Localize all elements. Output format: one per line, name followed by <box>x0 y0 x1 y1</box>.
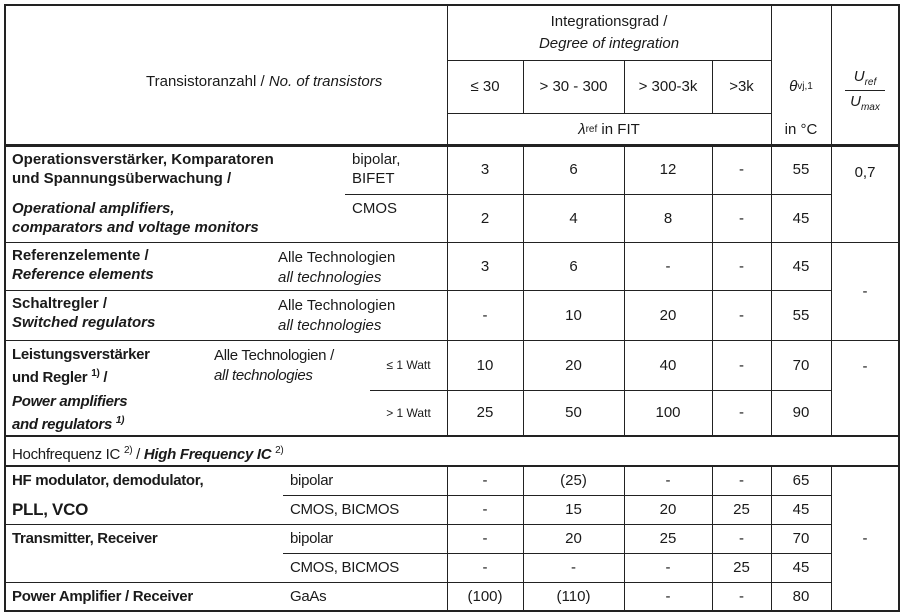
lambda-value-cell: (25) <box>560 471 587 489</box>
lambda-value-cell: - <box>482 501 488 518</box>
transistor-count-header <box>146 72 382 91</box>
theta-value-cell: 80 <box>792 588 810 605</box>
reference-label-de: Referenzelemente / <box>12 247 149 264</box>
reference-switched-u-ratio: - <box>862 282 868 300</box>
lambda-value-cell: - <box>482 471 488 489</box>
theta-value-cell: 45 <box>792 209 810 227</box>
lambda-value-cell: 3 <box>480 160 490 178</box>
opamp-tech-cmos: CMOS <box>352 200 397 217</box>
theta-value-cell: 45 <box>792 257 810 275</box>
col-header-2: > 30 - 300 <box>539 78 608 95</box>
hf-header-sep: / <box>132 446 144 463</box>
reference-tech-en: all technologies <box>278 269 382 286</box>
lambda-value-cell: 3 <box>480 257 490 275</box>
power-tech-de: Alle Technologien / <box>214 347 334 364</box>
lambda-value-cell: 8 <box>663 209 673 227</box>
lambda-value-cell: - <box>739 471 744 489</box>
theta-header <box>771 60 831 113</box>
lambda-value-cell: 2 <box>480 209 490 227</box>
hf-header-de: Hochfrequenz IC <box>12 446 124 463</box>
lambda-value-cell: 20 <box>565 356 582 374</box>
lambda-value-cell: 10 <box>476 356 494 374</box>
lambda-value-cell: - <box>739 257 744 275</box>
lambda-value-cell: 20 <box>565 530 582 547</box>
theta-sub: vj,1 <box>797 81 813 92</box>
transistor-label-de: Transistoranzahl / <box>146 73 269 90</box>
lambda-value-cell: (110) <box>556 588 591 605</box>
col-header-3: > 300-3k <box>638 78 698 95</box>
lambda-value-cell: - <box>665 257 671 275</box>
lambda-value-cell: - <box>571 559 576 576</box>
watt-low: ≤ 1 Watt <box>386 358 431 372</box>
theta-value-cell: 90 <box>792 404 810 421</box>
lambda-value-cell: 20 <box>659 501 677 518</box>
power-tech-en: all technologies <box>214 367 313 384</box>
opamp-u-ratio: 0,7 <box>854 164 876 181</box>
opamp-tech-bipolar: bipolar, <box>352 151 401 168</box>
power-label-de1: Leistungsverstärker <box>12 346 150 363</box>
opamp-label-de2: und Spannungsüberwachung / <box>12 170 232 187</box>
u-den-sub: max <box>860 101 880 113</box>
lambda-value-cell: 20 <box>659 306 677 324</box>
lambda-value-cell: - <box>482 530 488 547</box>
lambda-value-cell: - <box>739 530 744 547</box>
hf-mod-label-2: PLL, VCO <box>12 500 88 519</box>
lambda-value-cell: 40 <box>659 356 677 374</box>
lambda-sub: ref <box>585 123 598 135</box>
footnote-2: 2) <box>123 445 133 456</box>
grid-line <box>4 4 900 6</box>
theta-unit: in °C <box>784 120 818 138</box>
lambda-value-cell: 4 <box>569 209 578 227</box>
lambda-header <box>447 113 771 145</box>
switched-label-de: Schaltregler / <box>12 295 108 312</box>
col-header-1: ≤ 30 <box>470 78 500 95</box>
footnote-2: 2) <box>275 445 284 456</box>
lambda-value-cell: 12 <box>659 160 677 178</box>
theta-value-cell: 45 <box>792 559 810 576</box>
u-num: U <box>853 67 865 85</box>
lambda-value-cell: 25 <box>659 530 677 547</box>
opamp-label-en1: Operational amplifiers, <box>12 200 175 217</box>
lambda-value-cell: - <box>665 588 671 605</box>
power-amp-tech: GaAs <box>290 588 327 605</box>
reference-tech-de: Alle Technologien <box>278 249 396 266</box>
theta-value-cell: 55 <box>792 160 810 178</box>
u-max <box>850 93 880 113</box>
lambda-value-cell: 100 <box>655 404 681 421</box>
lambda-symbol: λ <box>578 120 586 138</box>
grid-line <box>4 4 6 612</box>
switched-tech-en: all technologies <box>278 317 382 334</box>
u-num-sub: ref <box>864 76 877 88</box>
power-u-ratio: - <box>862 357 868 375</box>
theta-value-cell: 70 <box>792 356 810 374</box>
integration-label-en: Degree of integration <box>538 35 680 52</box>
theta-symbol: θ <box>789 78 798 95</box>
lambda-value-cell: - <box>739 209 744 227</box>
power-label-en2 <box>12 411 124 434</box>
lambda-value-cell: - <box>739 160 744 178</box>
lambda-value-cell: - <box>665 559 671 576</box>
lambda-value-cell: - <box>739 356 744 374</box>
col-header-4: >3k <box>729 78 754 95</box>
watt-high: > 1 Watt <box>386 406 431 420</box>
lambda-unit: in FIT <box>597 120 640 138</box>
transmitter-label: Transmitter, Receiver <box>12 530 158 547</box>
reference-label-en: Reference elements <box>12 266 154 283</box>
lambda-value-cell: 10 <box>565 306 582 324</box>
power-de2-tail: / <box>99 369 108 386</box>
switched-label-en: Switched regulators <box>12 314 156 331</box>
opamp-tech-bifet: BIFET <box>352 170 395 187</box>
grid-line <box>4 435 900 437</box>
power-label-de2 <box>12 364 107 387</box>
hf-header-en: High Frequency IC <box>143 446 276 463</box>
lambda-value-cell: - <box>482 306 488 324</box>
lambda-value-cell: 15 <box>565 501 582 518</box>
transmitter-tech-cmos: CMOS, BICMOS <box>290 559 399 576</box>
lambda-value-cell: - <box>482 559 488 576</box>
voltage-ratio-header <box>831 60 899 120</box>
u-den: U <box>850 92 861 110</box>
transmitter-tech-bipolar: bipolar <box>290 530 333 547</box>
lambda-value-cell: - <box>665 471 671 489</box>
power-de2-text: und Regler <box>12 369 88 386</box>
lambda-value-cell: (100) <box>467 588 503 605</box>
hf-mod-tech-cmos: CMOS, BICMOS <box>290 501 399 518</box>
power-amp-label: Power Amplifier / Receiver <box>12 588 193 605</box>
u-ref <box>854 68 877 88</box>
hf-section-header <box>12 441 283 464</box>
fraction-bar <box>845 90 885 91</box>
theta-value-cell: 65 <box>792 471 810 489</box>
lambda-value-cell: - <box>739 306 744 324</box>
lambda-value-cell: - <box>739 588 744 605</box>
integration-label-de: Integrationsgrad / <box>550 13 668 30</box>
theta-value-cell: 55 <box>792 306 810 324</box>
footnote-1: 1) <box>115 415 125 426</box>
footnote-1: 1) <box>91 368 100 379</box>
hf-mod-label-1: HF modulator, demodulator, <box>12 472 204 489</box>
hf-u-ratio: - <box>862 530 868 547</box>
hf-mod-tech-bipolar: bipolar <box>290 472 333 489</box>
opamp-label-de1: Operationsverstärker, Komparatoren <box>12 151 274 168</box>
power-label-en1: Power amplifiers <box>12 393 128 410</box>
opamp-label-en2: comparators and voltage monitors <box>12 219 259 236</box>
theta-value-cell: 45 <box>792 501 810 518</box>
switched-tech-de: Alle Technologien <box>278 297 396 314</box>
power-en2-text: and regulators <box>12 416 112 433</box>
lambda-value-cell: 25 <box>733 559 750 576</box>
transistor-label-en: No. of transistors <box>268 73 383 90</box>
lambda-value-cell: 6 <box>569 160 578 178</box>
lambda-value-cell: 25 <box>476 404 494 421</box>
theta-value-cell: 70 <box>792 530 810 547</box>
lambda-value-cell: 6 <box>569 257 578 275</box>
lambda-value-cell: 50 <box>565 404 582 421</box>
lambda-value-cell: - <box>739 404 744 421</box>
lambda-value-cell: 25 <box>733 501 750 518</box>
